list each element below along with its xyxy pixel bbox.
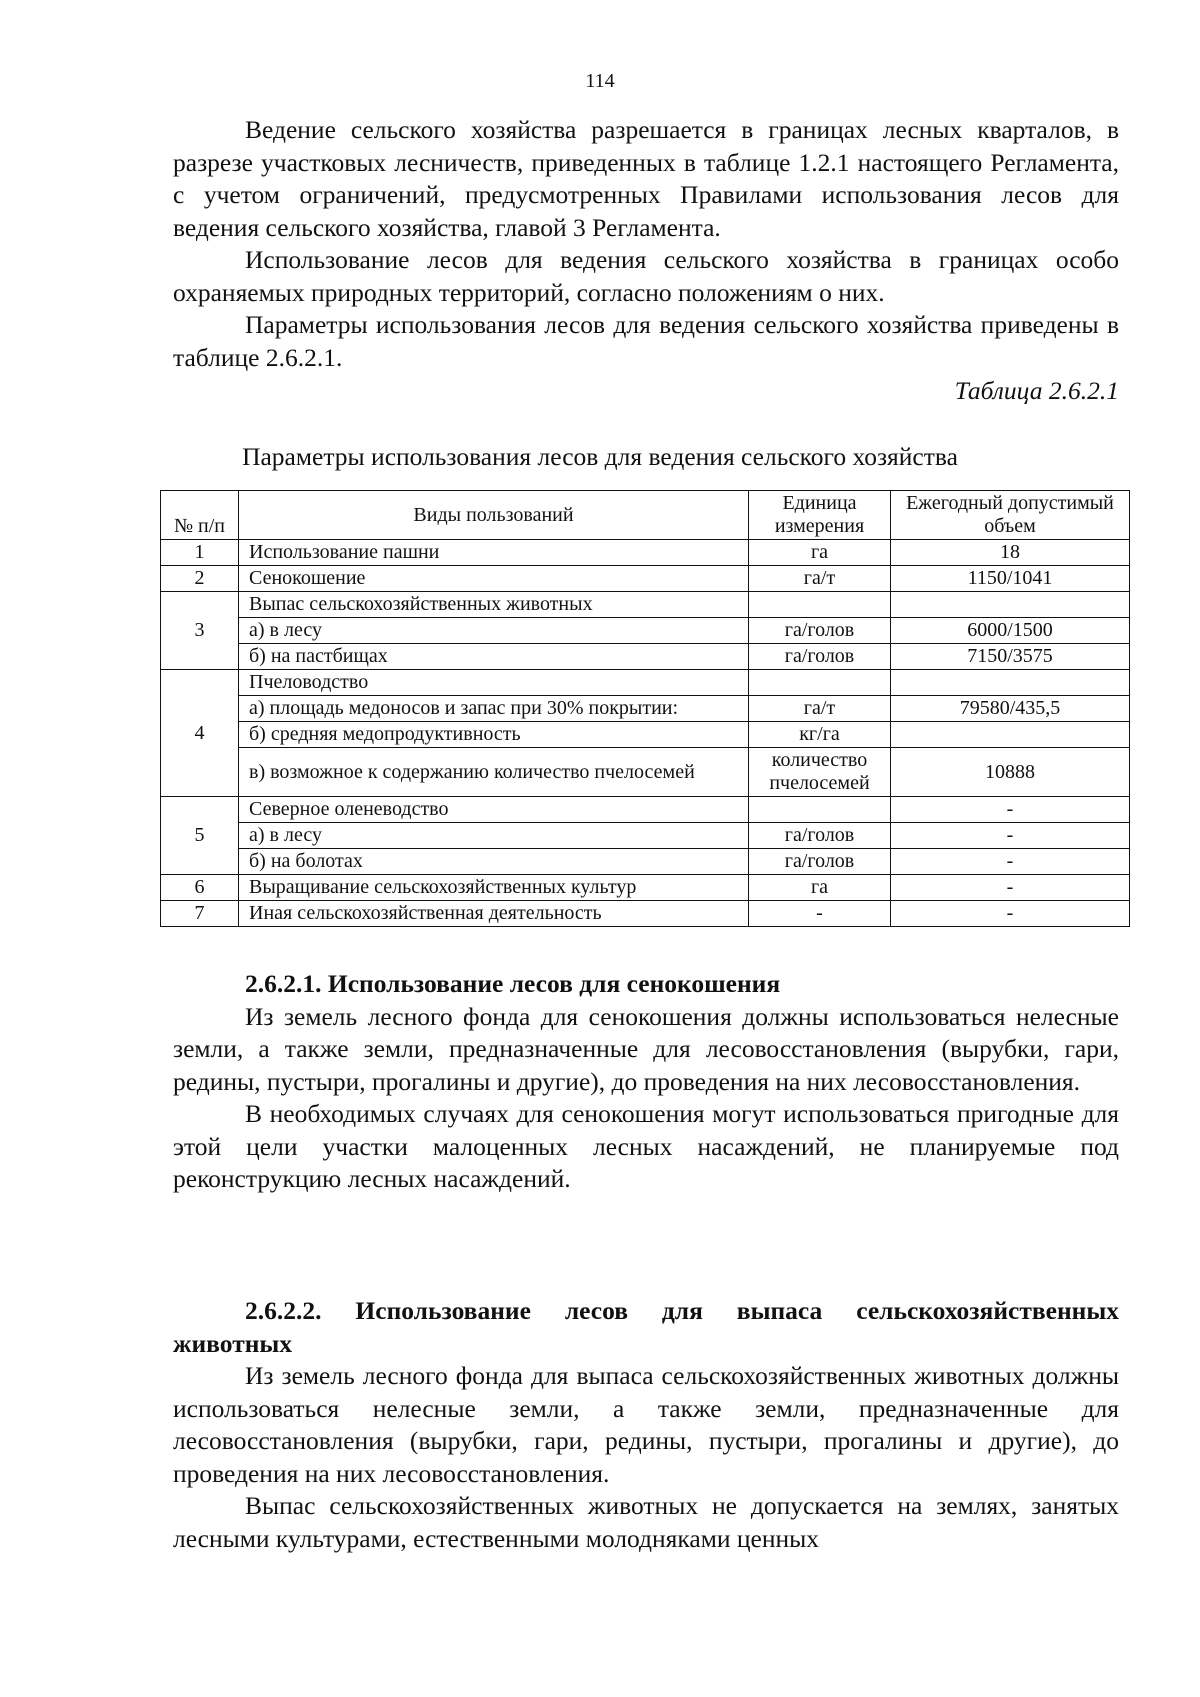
row-kind: Сенокошение [239, 566, 749, 592]
intro-text [173, 114, 1119, 374]
table-row [161, 670, 1130, 696]
row-num: 2 [161, 566, 239, 592]
table-row [161, 823, 1130, 849]
table-row [161, 875, 1130, 901]
intro-paragraph-1: Ведение сельского хозяйства разрешается в границах лесных кварталов, в разрезе участковых лесничеств, приведенных в таблице 1.2.1 настоящего Регламента, с учетом ограничений, предусмотренных Правилами использования лесов для ведения сельского хозяйства, главой 3 Регламента. [173, 115, 1119, 242]
row-kind: Выпас сельскохозяйственных животных [239, 592, 749, 618]
table-label: Таблица 2.6.2.1 [954, 376, 1119, 405]
table-row [161, 618, 1130, 644]
row-unit: га/голов [749, 823, 891, 849]
row-num: 4 [161, 670, 239, 797]
row-kind: в) возможное к содержанию количество пчелосемей [239, 748, 749, 797]
intro-paragraph-3: Параметры использования лесов для ведения сельского хозяйства приведены в таблице 2.6.2.1. [173, 310, 1119, 372]
row-kind: а) площадь медоносов и запас при 30% покрытии: [239, 696, 749, 722]
table-row [161, 797, 1130, 823]
row-num: 3 [161, 592, 239, 670]
row-num: 7 [161, 901, 239, 927]
row-kind: Северное оленеводство [239, 797, 749, 823]
row-volume: 7150/3575 [891, 644, 1130, 670]
row-unit: га [749, 540, 891, 566]
row-kind: Использование пашни [239, 540, 749, 566]
row-unit: количество пчелосемей [749, 748, 891, 797]
row-volume: 79580/435,5 [891, 696, 1130, 722]
row-num: 1 [161, 540, 239, 566]
table-row [161, 722, 1130, 748]
row-kind: Пчеловодство [239, 670, 749, 696]
row-unit: га [749, 875, 891, 901]
row-volume [891, 592, 1130, 618]
table-row [161, 566, 1130, 592]
table-row [161, 901, 1130, 927]
row-volume: - [891, 823, 1130, 849]
row-volume: - [891, 797, 1130, 823]
section-grazing [173, 1295, 1119, 1555]
intro-paragraph-2: Использование лесов для ведения сельского хозяйства в границах особо охраняемых природных территорий, согласно положениям о них. [173, 245, 1119, 307]
row-num: 6 [161, 875, 239, 901]
header-volume: Ежегодный допустимый объем [891, 491, 1130, 540]
table-title: Параметры использования лесов для ведения сельского хозяйства [242, 442, 958, 471]
row-kind: а) в лесу [239, 618, 749, 644]
parameters-table [160, 490, 1130, 927]
row-num: 5 [161, 797, 239, 875]
row-volume: 10888 [891, 748, 1130, 797]
table-row [161, 644, 1130, 670]
row-unit [749, 670, 891, 696]
row-unit: га/голов [749, 849, 891, 875]
row-unit [749, 592, 891, 618]
row-volume: - [891, 901, 1130, 927]
table-row [161, 849, 1130, 875]
row-volume [891, 722, 1130, 748]
row-unit: га/т [749, 566, 891, 592]
table-row [161, 696, 1130, 722]
section-2-paragraph-2: Выпас сельскохозяйственных животных не допускается на землях, занятых лесными культурами, естественными молодняками ценных [173, 1491, 1119, 1553]
row-unit: га/голов [749, 644, 891, 670]
header-unit: Единица измерения [749, 491, 891, 540]
table-header-row [161, 491, 1130, 540]
header-num: № п/п [161, 491, 239, 540]
row-volume: 18 [891, 540, 1130, 566]
section-1-paragraph-2: В необходимых случаях для сенокошения могут использоваться пригодные для этой цели участки малоценных лесных насаждений, не планируемые под реконструкцию лесных насаждений. [173, 1099, 1119, 1193]
row-kind: б) на болотах [239, 849, 749, 875]
section-1-heading: 2.6.2.1. Использование лесов для сенокошения [245, 969, 781, 998]
row-volume: - [891, 875, 1130, 901]
row-volume: 6000/1500 [891, 618, 1130, 644]
row-unit: га/т [749, 696, 891, 722]
row-kind: Выращивание сельскохозяйственных культур [239, 875, 749, 901]
row-kind: а) в лесу [239, 823, 749, 849]
row-unit: га/голов [749, 618, 891, 644]
row-volume: 1150/1041 [891, 566, 1130, 592]
row-unit: - [749, 901, 891, 927]
row-kind: б) на пастбищах [239, 644, 749, 670]
header-kind: Виды пользований [239, 491, 749, 540]
table-row [161, 540, 1130, 566]
row-volume [891, 670, 1130, 696]
page-number: 114 [585, 70, 615, 92]
section-2-paragraph-1: Из земель лесного фонда для выпаса сельскохозяйственных животных должны использоваться нелесные земли, а также земли, предназначенные для лесовосстановления (вырубки, гари, редины, пустыри, прогалины и другие), до проведения на них лесовосстановления. [173, 1361, 1119, 1488]
section-haymaking [173, 968, 1119, 1196]
row-kind: Иная сельскохозяйственная деятельность [239, 901, 749, 927]
table-row [161, 748, 1130, 797]
table-row [161, 592, 1130, 618]
row-unit: кг/га [749, 722, 891, 748]
row-kind: б) средняя медопродуктивность [239, 722, 749, 748]
row-volume: - [891, 849, 1130, 875]
row-unit [749, 797, 891, 823]
section-1-paragraph-1: Из земель лесного фонда для сенокошения должны использоваться нелесные земли, а также земли, предназначенные для лесовосстановления (вырубки, гари, редины, пустыри, прогалины и другие), до проведения на них лесовосстановления. [173, 1001, 1119, 1096]
section-2-heading: 2.6.2.2. Использование лесов для выпаса сельскохозяйственных животных [173, 1296, 1119, 1358]
